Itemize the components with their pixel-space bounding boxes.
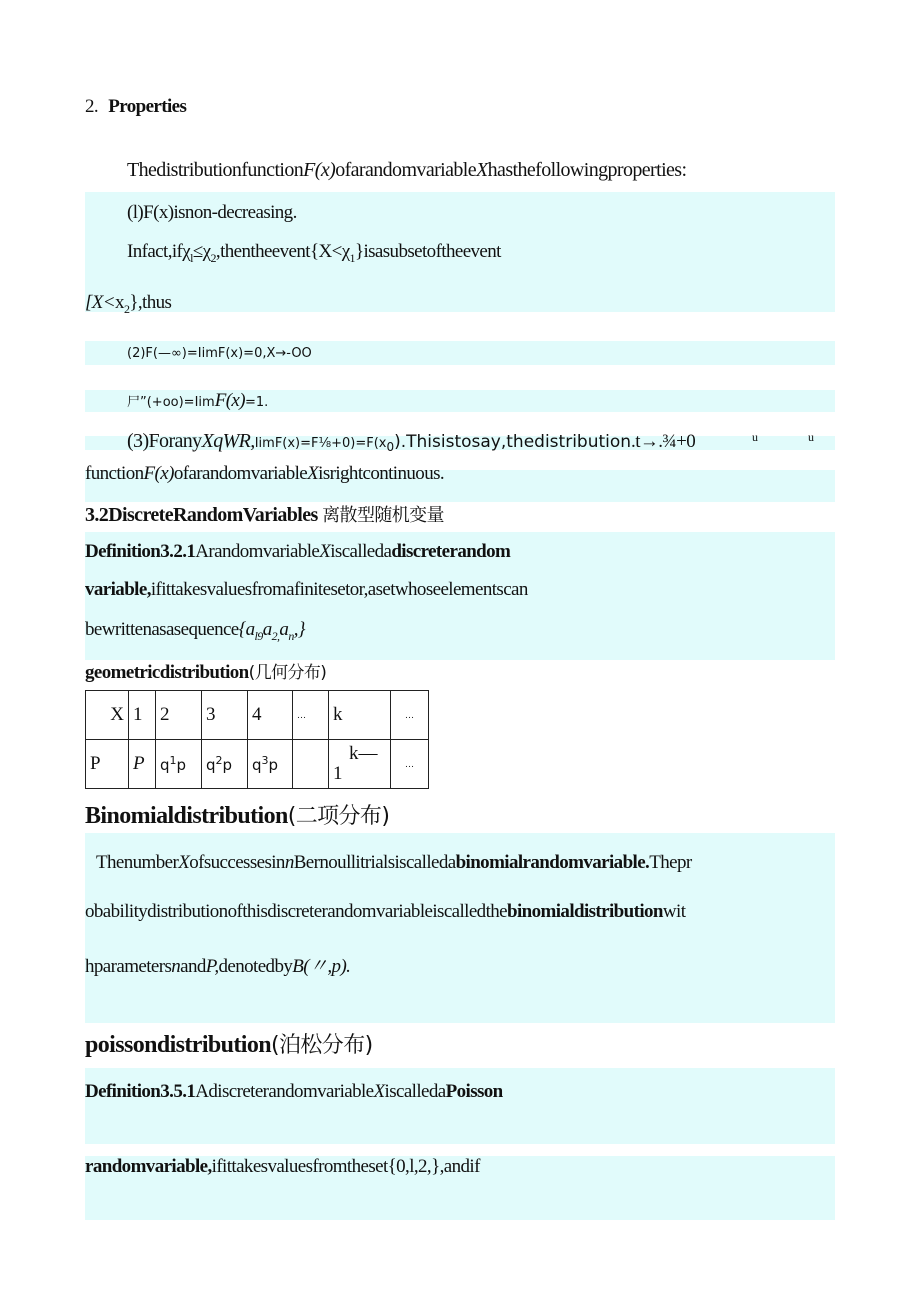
seq: {a bbox=[238, 619, 255, 640]
bold-term: binomialdistribution bbox=[507, 901, 663, 922]
stray-u: u bbox=[752, 430, 758, 444]
definition-label: Definition3.5.1 bbox=[85, 1081, 196, 1102]
table-cell bbox=[156, 740, 202, 789]
text: wit bbox=[662, 901, 686, 922]
heading-text: geometricdistribution bbox=[85, 662, 249, 683]
table-cell bbox=[248, 740, 293, 789]
property-1-title: (l)F(x)isnon-decreasing. bbox=[127, 202, 297, 223]
bold-term: discreterandom bbox=[391, 541, 511, 562]
one: 1 bbox=[333, 763, 343, 784]
sub: 2, bbox=[271, 628, 280, 643]
section-title: Properties bbox=[108, 96, 187, 117]
geometric-heading bbox=[85, 658, 326, 684]
text: 尸”(+oo)=Iim bbox=[127, 395, 215, 410]
table-cell: X bbox=[86, 691, 129, 740]
property-2-line-1: (2)F(—∞)=IimF(x)=0,X→-OO bbox=[127, 346, 312, 361]
notation: B(〃,p). bbox=[292, 956, 351, 977]
text: and bbox=[180, 956, 206, 977]
heading-cn: (几何分布) bbox=[248, 663, 327, 683]
fx: F(x) bbox=[143, 463, 174, 484]
intro-fx: F(x) bbox=[303, 159, 336, 181]
section-heading bbox=[85, 96, 186, 118]
text: iscalleda bbox=[384, 1081, 446, 1102]
bold-term: Poisson bbox=[445, 1081, 503, 1102]
table-cell: … bbox=[391, 691, 429, 740]
x: X bbox=[319, 541, 331, 562]
table-cell: 3 bbox=[202, 691, 248, 740]
table-cell: P bbox=[129, 740, 156, 789]
bold-term: variable, bbox=[85, 579, 151, 600]
n: n bbox=[171, 956, 181, 977]
k-minus: k— bbox=[349, 743, 378, 764]
definition-3-2-1-line-1 bbox=[85, 541, 510, 563]
heading-cn: (二项分布) bbox=[287, 804, 390, 829]
q: q bbox=[160, 756, 170, 774]
p: p bbox=[268, 756, 279, 774]
sub: 2 bbox=[123, 301, 130, 316]
text: },thus bbox=[129, 292, 172, 313]
geometric-table bbox=[85, 690, 429, 789]
text: Infact,if bbox=[127, 241, 183, 262]
table-row bbox=[86, 691, 429, 740]
intro-paragraph bbox=[127, 159, 686, 182]
text: Adiscreterandomvariable bbox=[195, 1081, 374, 1102]
text: hparameters bbox=[85, 956, 172, 977]
text: denotedby bbox=[218, 956, 293, 977]
text: ,thentheevent{X<χ bbox=[215, 241, 350, 262]
text: x bbox=[115, 292, 124, 313]
heading-cn: 离散型随机变量 bbox=[322, 505, 444, 526]
p: P, bbox=[205, 956, 219, 977]
table-cell bbox=[329, 740, 391, 789]
text: bewrittenasasequence bbox=[85, 619, 239, 640]
sup: 1 bbox=[169, 754, 177, 767]
sup: 3 bbox=[261, 754, 269, 767]
heading-text: poissondistribution bbox=[85, 1032, 272, 1058]
chi: χ bbox=[202, 241, 211, 262]
text: ifittakesvaluesfromafinitesetor,asetwhoseelementscan bbox=[150, 579, 528, 600]
text: obabilitydistributionofthisdiscreterandomvariableiscalledthe bbox=[85, 901, 507, 922]
chi: χ bbox=[182, 241, 191, 262]
binomial-heading bbox=[85, 799, 389, 830]
text: IimF(x)=F⅛+0)=F(x bbox=[254, 436, 387, 451]
bold-term: randomvariable, bbox=[85, 1156, 212, 1177]
property-1-line-1 bbox=[127, 241, 501, 266]
heading-text: 3.2DiscreteRandomVariables bbox=[85, 504, 318, 526]
text: function bbox=[85, 463, 144, 484]
table-cell bbox=[202, 740, 248, 789]
text: .t→.¾+0 bbox=[631, 431, 696, 452]
poisson-definition-line-1 bbox=[85, 1081, 503, 1103]
text: Arandomvariable bbox=[195, 541, 320, 562]
property-3-line-1 bbox=[127, 430, 695, 454]
table-cell: 4 bbox=[248, 691, 293, 740]
text: Thepr bbox=[649, 852, 692, 873]
property-1-line-2 bbox=[85, 292, 171, 317]
intro-text: hasthefollowingproperties: bbox=[487, 159, 687, 181]
definition-3-2-1-line-3 bbox=[85, 619, 305, 644]
text: ).Thisistosay,thedistribution bbox=[394, 432, 632, 452]
text: Thenumber bbox=[96, 852, 179, 873]
sub: 2 bbox=[210, 250, 216, 265]
q: q bbox=[206, 756, 216, 774]
section-number: 2. bbox=[85, 96, 99, 117]
binomial-line-1 bbox=[96, 852, 692, 874]
property-3-line-2 bbox=[85, 463, 444, 485]
x: X bbox=[373, 1081, 385, 1102]
text: ofarandomvariable bbox=[173, 463, 308, 484]
x: X bbox=[307, 463, 319, 484]
table-cell: 2 bbox=[156, 691, 202, 740]
table-cell: … bbox=[391, 740, 429, 789]
intro-x: X bbox=[476, 159, 488, 181]
n: n bbox=[284, 852, 294, 873]
p: p bbox=[222, 756, 233, 774]
text: XqWR, bbox=[201, 430, 255, 452]
text: ofsuccessesin bbox=[189, 852, 285, 873]
table-row bbox=[86, 740, 429, 789]
text: [X< bbox=[85, 292, 116, 313]
fx: F(x) bbox=[214, 390, 245, 411]
intro-text: Thedistributionfunction bbox=[127, 159, 304, 181]
poisson-definition-line-2 bbox=[85, 1156, 480, 1178]
table-cell: 1 bbox=[129, 691, 156, 740]
intro-text: ofarandomvariable bbox=[335, 159, 477, 181]
table-cell: k bbox=[329, 691, 391, 740]
binomial-line-3 bbox=[85, 951, 350, 978]
sub: l9 bbox=[254, 628, 263, 643]
sub: l bbox=[190, 250, 193, 265]
property-2-line-2 bbox=[127, 390, 268, 412]
highlight-band bbox=[85, 1068, 835, 1144]
bold-term: binomialrandomvariable. bbox=[455, 852, 650, 873]
sup: 2 bbox=[215, 754, 223, 767]
sub: 1 bbox=[349, 250, 355, 265]
q: q bbox=[252, 756, 262, 774]
definition-label: Definition3.2.1 bbox=[85, 541, 196, 562]
definition-3-2-1-line-2 bbox=[85, 579, 528, 601]
seq: a bbox=[279, 619, 289, 640]
p: p bbox=[176, 756, 187, 774]
sub: 0 bbox=[386, 440, 395, 455]
seq: a bbox=[262, 619, 272, 640]
section-3-2-heading bbox=[85, 501, 444, 527]
binomial-line-2 bbox=[85, 901, 685, 923]
table-cell: P bbox=[86, 740, 129, 789]
heading-cn: (泊松分布) bbox=[271, 1033, 373, 1058]
heading-text: Binomialdistribution bbox=[85, 803, 288, 829]
text: ifittakesvaluesfromtheset{0,l,2,},andif bbox=[211, 1156, 480, 1177]
table-cell: … bbox=[293, 691, 329, 740]
sub: n bbox=[288, 628, 294, 643]
table-cell bbox=[293, 740, 329, 789]
seq: ,} bbox=[293, 619, 305, 640]
x: X bbox=[178, 852, 190, 873]
leq-symbol: ≤ bbox=[192, 241, 203, 262]
text: =1. bbox=[244, 395, 269, 410]
text: (3)Forany bbox=[127, 430, 202, 452]
text: iscalleda bbox=[330, 541, 392, 562]
text: }isasubsetoftheevent bbox=[354, 241, 501, 262]
stray-u: u bbox=[808, 430, 814, 444]
text: Bernoullitrialsiscalleda bbox=[293, 852, 456, 873]
poisson-heading bbox=[85, 1028, 373, 1059]
text: isrightcontinuous. bbox=[318, 463, 445, 484]
